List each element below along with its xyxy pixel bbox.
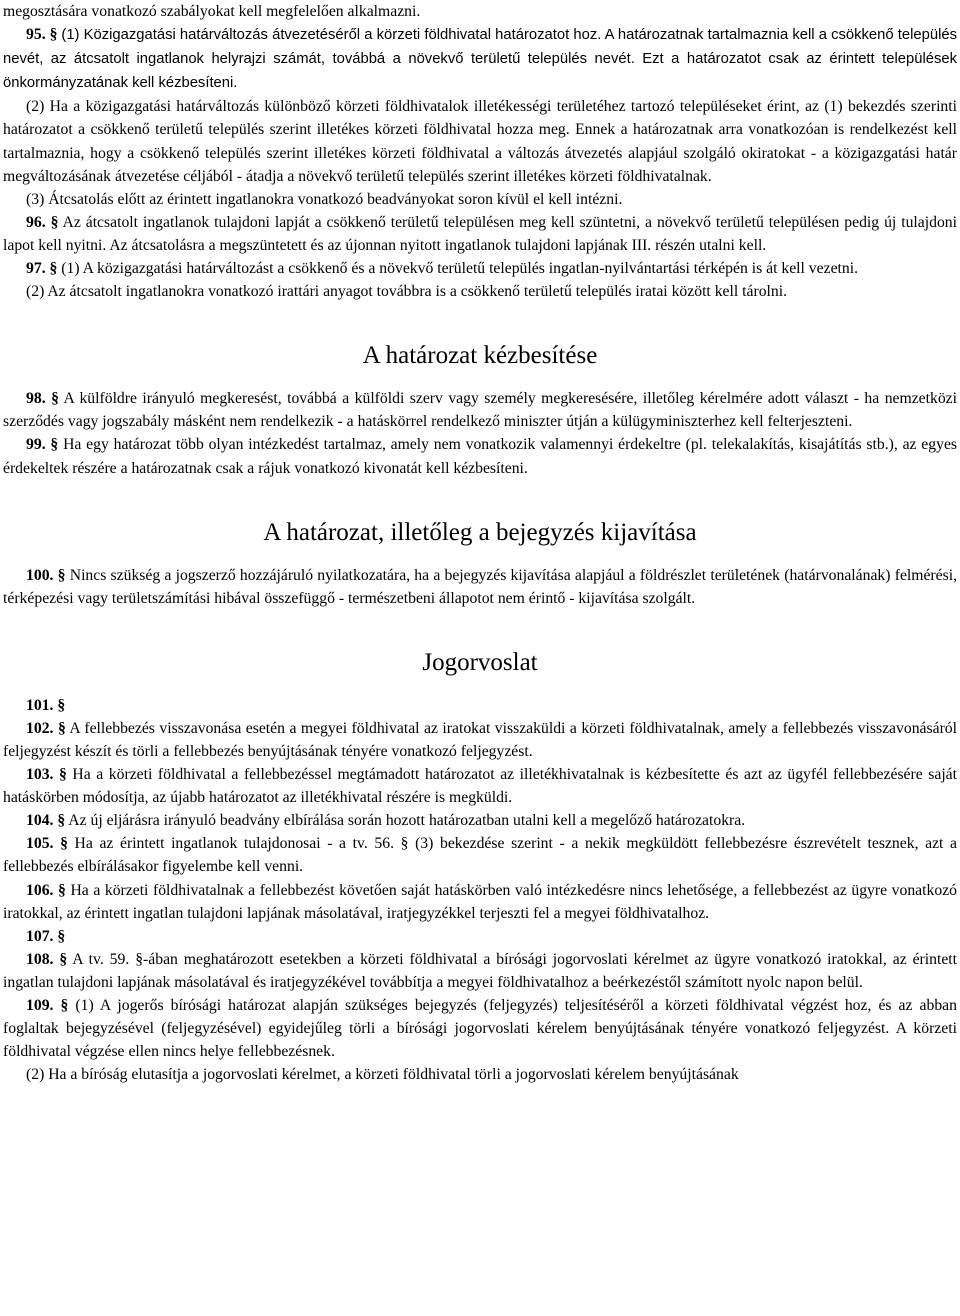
section-number: 95. (26, 26, 46, 44)
section-number: 108. (26, 950, 54, 968)
section-sign: § (57, 719, 66, 737)
section-95-p2: (2) Ha a közigazgatási határváltozás különböző körzeti földhivatalok illetékességi területéhez tartozó településeket érint, az (1) bekezdés szerinti határozatot a csökkenő területű település szerint illetékes körzeti földhivatal hozza meg. Ennek a határozatnak arra vonatkozóan is rendelkezést kell tartalmaznia, hogy a csökkenő település szerint illetékes körzeti földhivatal a változás átvezetés alapjául szolgáló okiratokat - a közigazgatási határ megváltozásának átvezetése céljából - átadja a növekvő területű település szerint illetékes körzeti földhivatalnak. (3, 98, 957, 185)
section-sign: § (58, 881, 66, 899)
section-number: 98. (26, 390, 46, 408)
section-sign: § (57, 812, 66, 830)
section-105-text: Ha az érintett ingatlanok tulajdonosai - a tv. 56. § (3) bekezdése szerint - a nekik megküldött fellebbezésre észrevételt tesznek, azt a fellebbezés elbírálásakor figyelembe kell venni. (3, 835, 957, 876)
section-101 (3, 694, 957, 717)
heading-kijavitas: A határozat, illetőleg a bejegyzés kijavítása (263, 518, 697, 546)
section-number: 105. (26, 835, 54, 853)
section-sign: § (49, 260, 58, 278)
section-number: 104. (26, 812, 54, 830)
section-97-p2: (2) Az átcsatolt ingatlanokra vonatkozó irattári anyagot továbbra is a csökkenő területű település iratai között kell tárolni. (26, 283, 788, 301)
section-96 (3, 211, 957, 257)
section-number: 101. (26, 696, 54, 714)
section-number: 96. (26, 213, 46, 231)
section-sign: § (59, 766, 67, 784)
section-95-p1: (1) Közigazgatási határváltozás átvezetéséről a körzeti földhivatal határozatot hoz. A határozatnak tartalmaznia kell a csökkenő település nevét, az átcsatolt ingatlanok helyrajzi számát, továbbá a növekvő területű település nevét. Ezt a határozatot csak az érintett települések önkormányzatának kell kézbesíteni. (3, 27, 957, 92)
heading-jogorvoslat: Jogorvoslat (422, 648, 538, 676)
section-109-p2: (2) Ha a bíróság elutasítja a jogorvoslati kérelmet, a körzeti földhivatal törli a jogorvoslati kérelem benyújtásának (26, 1066, 739, 1084)
section-number: 103. (26, 766, 54, 784)
section-106-text: Ha a körzeti földhivatalnak a fellebbezést követően saját hatáskörben való intézkedésre nincs lehetősége, a fellebbezést az ügyre vonatkozó iratokkal, az érintett ingatlan tulajdoni lapjának másolatával, iratjegyzékkel terjeszti fel a megyei földhivatalhoz. (3, 881, 958, 922)
section-98 (3, 387, 957, 433)
section-103-text: Ha a körzeti földhivatal a fellebbezéssel megtámadott határozatot az illetékhivatalnak is kézbesítette és azt az ügyfél fellebbezésére saját hatáskörben módosítja, az újabb határozatot az illetékhivatal részére is megküldi. (3, 766, 958, 807)
section-107 (3, 925, 957, 948)
section-sign: § (51, 390, 59, 408)
section-97 (3, 257, 957, 280)
section-number: 107. (26, 927, 54, 945)
section-sign: § (49, 26, 58, 44)
section-96-text: Az átcsatolt ingatlanok tulajdoni lapját a csökkenő területű településen meg kell szüntetni, a növekvő területű településen pedig új tulajdoni lapot kell nyitni. Az átcsatolásra a megszüntetett és az újonnan nyitott ingatlanok tulajdoni lapjának III. részén utalni kell. (3, 213, 958, 254)
section-103 (3, 763, 957, 809)
section-104 (3, 809, 957, 832)
section-106 (3, 879, 957, 925)
section-98-text: A külföldre irányuló megkeresést, továbbá a külföldi szerv vagy személy megkeresésére, illetőleg kérelmére adott választ - ha nemzetközi szerződés vagy jogszabály másként nem rendelkezik - a hatáskörrel rendelkező miniszter útján a külügyminiszterhez kell felterjeszteni. (3, 390, 958, 431)
section-sign: § (59, 950, 68, 968)
section-sign: § (57, 566, 66, 584)
section-99-text: Ha egy határozat több olyan intézkedést tartalmaz, amely nem vonatkozik valamennyi érdekeltre (pl. telekalakítás, kisajátítás stb.), az egyes érdekeltek részére a határozatnak csak a rájuk vonatkozó kivonatát kell kézbesíteni. (3, 436, 958, 477)
section-sign: § (50, 436, 59, 454)
section-104-text: Az új eljárásra irányuló beadvány elbírálása során hozott határozatban utalni kell a megelőző határozatokra. (68, 812, 746, 830)
section-102-text: A fellebbezés visszavonása esetén a megyei földhivatal az iratokat visszaküldi a körzeti földhivatalnak, amely a fellebbezés visszavonásáról feljegyzést készít és törli a fellebbezés benyújtásának tényére vonatkozó feljegyzést. (3, 719, 957, 760)
section-sign: § (57, 696, 66, 714)
section-sign: § (60, 997, 69, 1014)
section-105 (3, 832, 957, 878)
section-number: 100. (26, 566, 54, 584)
section-number: 109. (26, 997, 54, 1014)
section-number: 106. (26, 881, 54, 899)
section-102 (3, 717, 957, 763)
section-number: 102. (26, 719, 54, 737)
section-sign: § (60, 835, 68, 853)
heading-kezbesites: A határozat kézbesítése (362, 342, 598, 370)
section-99 (3, 433, 957, 479)
section-109-p1: (1) A jogerős bírósági határozat alapján szükséges bejegyzés (feljegyzés) teljesítéséről a körzeti földhivatal végzést hoz, és az abban foglaltak bejegyzésével (feljegyzésével) egyidejűleg törli a bírósági jogorvoslati kérelem benyújtásának tényére vonatkozó feljegyzést. A körzeti földhivatal végzése ellen nincs helye fellebbezésnek. (3, 997, 957, 1061)
section-sign: § (57, 927, 66, 945)
section-109 (3, 994, 957, 1063)
section-100 (3, 564, 957, 610)
paragraph-continuation: megosztására vonatkozó szabályokat kell megfelelően alkalmazni. (3, 3, 421, 20)
section-sign: § (50, 213, 59, 231)
section-100-text: Nincs szükség a jogszerző hozzájáruló nyilatkozatára, ha a bejegyzés kijavítása alapjául a földrészlet területének (határvonalának) felmérési, térképezési vagy területszámítási hibával összefüggő - természetbeni állapotot nem érintő - kijavítása szolgált. (3, 566, 958, 607)
section-108 (3, 948, 957, 994)
section-number: 99. (26, 436, 46, 454)
section-108-text: A tv. 59. §-ában meghatározott esetekben a körzeti földhivatal a bírósági jogorvoslati kérelmet az ügyre vonatkozó iratokkal, az érintett ingatlan tulajdoni lapjának másolatával és iratjegyzékével továbbítja a megyei földhivatalhoz a beérkezéstől számított nyolc napon belül. (3, 950, 958, 991)
section-97-p1: (1) A közigazgatási határváltozást a csökkenő és a növekvő területű település ingatlan-nyilvántartási térképén is át kell vezetni. (61, 260, 859, 278)
section-95 (3, 23, 957, 95)
section-number: 97. (26, 260, 46, 278)
section-95-p3: (3) Átcsatolás előtt az érintett ingatlanokra vonatkozó beadványokat soron kívül el kell intézni. (26, 190, 623, 208)
